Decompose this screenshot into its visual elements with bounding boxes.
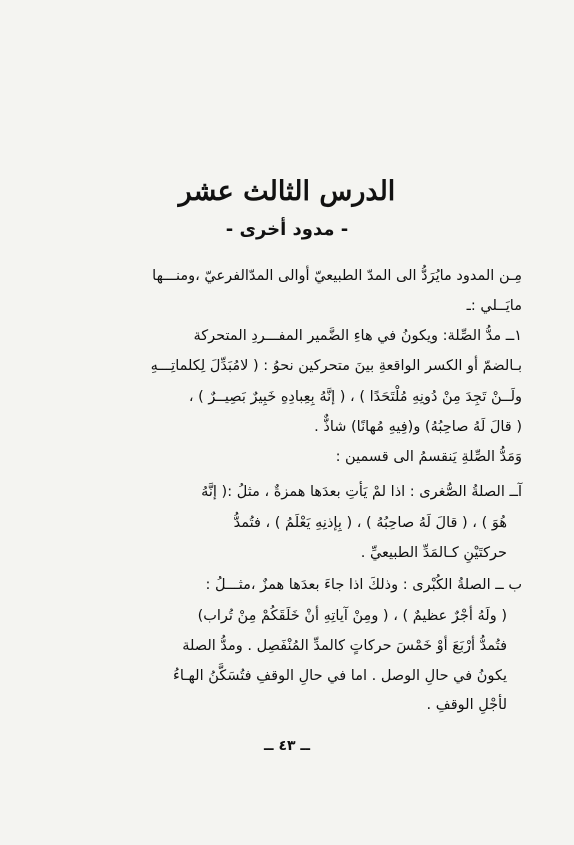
paragraph-line: ولَــنْ تَجِدَ مِنْ دُونِهِ مُلْتَحَدًا ) ، ( إنَّهُ بِعِبادِهِ خَبِيرٌ بَصِيــرٌ ) ، xyxy=(188,389,522,405)
paragraph-line: حركتَيْنِ كـالمَدِّ الطبيعيِّ . xyxy=(360,545,507,561)
paragraph-line: فتُمدُّ أرْبَعَ أوْ خَمْسَ حركاتٍ كالمدِّ المُنْفَصِل . ومدُّ الصلة xyxy=(182,638,507,654)
paragraph-line: ( ولَهُ أجْرٌ عظيمٌ ) ، ( ومِنْ آياتِهِ أنْ خَلَقَكُمْ مِنْ تُراب) xyxy=(197,608,507,624)
paragraph-line: لأجْلِ الوقفِ . xyxy=(426,697,507,713)
paragraph-line: بـالضمّ أو الكسر الواقعةِ بينَ متحركين نحوُ : ( لامُبَدِّلَ لِكلماتِـــهِ xyxy=(150,358,522,374)
section-heading-line: ١ــ مدُّ الصِّلة: ويكونُ في هاءِ الضَّمير المفـــردِ المتحركة xyxy=(193,328,522,344)
lesson-title: الدرس الثالث عشر xyxy=(178,176,396,207)
paragraph-line: ( قالَ لَهُ صاحِبُهُ) و(فِيهِ مُهانًا) شاذٌّ . xyxy=(314,419,522,435)
subsection-line: آــ الصلةُ الصُّغرى : اذا لمْ يَأتِ بعدَها همزةٌ ، مثلُ :( إنَّهُ xyxy=(201,484,522,500)
paragraph-line: يكونُ في حالِ الوصل . اما في حالِ الوقفِ فتُسَكَّنُ الهـاءُ xyxy=(173,668,507,684)
paragraph-line: وَمَدُّ الصِّلةِ يَنقسمُ الى قسمين : xyxy=(335,449,522,465)
subsection-line: ب ــ الصلةُ الكُبْرى : وذلكَ اذا جاءَ بعدَها همزٌ ،مثـــلُ : xyxy=(205,577,522,593)
paragraph-line: مايَــلي :ـ xyxy=(466,298,522,314)
lesson-subtitle: - مدود أخرى - xyxy=(225,219,349,240)
paragraph-line: مِـن المدود مايُرَدُّ الى المدّ الطبيعيّ أوالى المدّالفرعيّ ،ومنـــها xyxy=(152,268,522,284)
page-number: ــ ٤٣ ــ xyxy=(264,738,310,754)
paragraph-line: هُوَ ) ، ( قالَ لَهُ صاحِبُهُ ) ، ( بِإذنِهِ يَعْلَمُ ) ، فتُمدُّ xyxy=(233,515,507,531)
